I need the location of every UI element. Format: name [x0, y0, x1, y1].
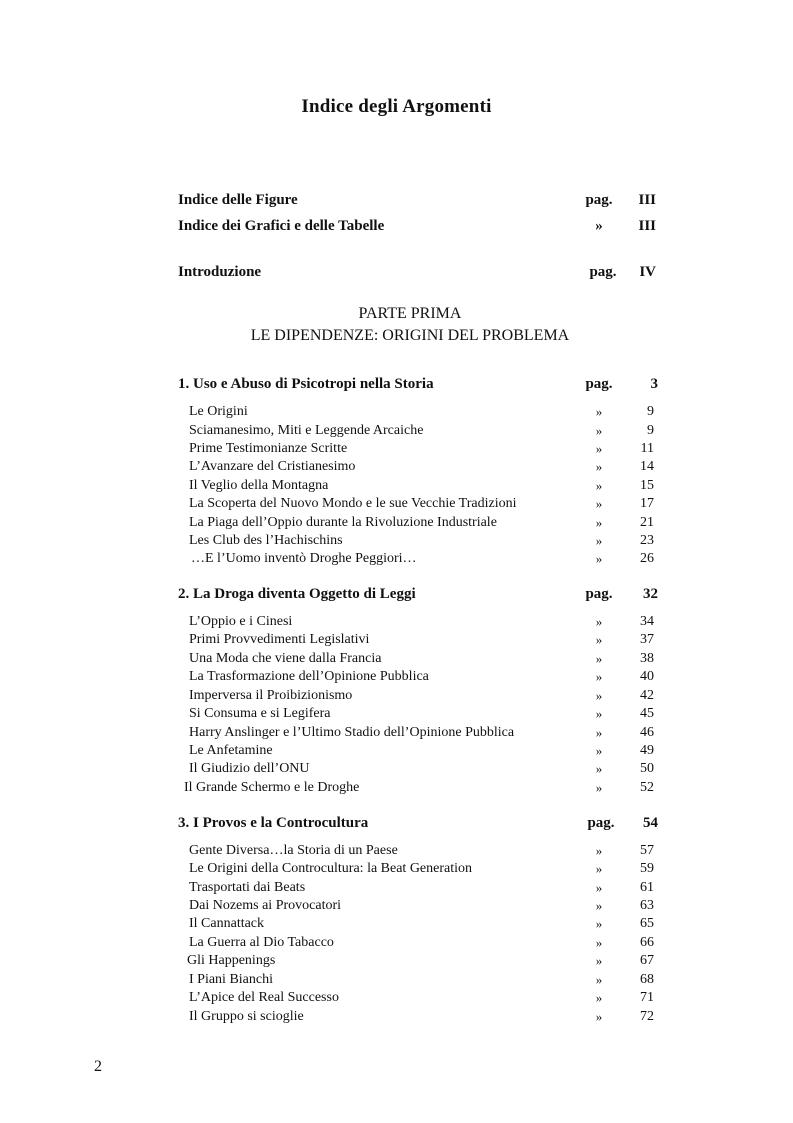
entry-pag: » [595, 218, 603, 234]
section-label: Gli Happenings [187, 953, 276, 968]
section-page-number: 52 [640, 780, 654, 795]
section-page-number: 67 [640, 953, 654, 968]
section-pag: » [595, 743, 603, 758]
section-pag: » [595, 935, 603, 950]
section-page-number: 65 [640, 916, 654, 931]
section-page-number: 34 [640, 614, 654, 629]
section-label: Imperversa il Proibizionismo [189, 688, 353, 703]
section-page-number: 21 [640, 515, 654, 530]
chapter-label: 1. Uso e Abuso di Psicotropi nella Storia [178, 376, 434, 392]
section-page-number: 61 [640, 880, 654, 895]
section-label: Dai Nozems ai Provocatori [189, 898, 342, 913]
entry-label: Indice delle Figure [178, 192, 298, 208]
section-page-number: 38 [640, 651, 654, 666]
section-label: Una Moda che viene dalla Francia [189, 651, 382, 666]
part-heading-line2: LE DIPENDENZE: ORIGINI DEL PROBLEMA [250, 327, 570, 344]
section-pag: » [595, 651, 603, 666]
chapter-pag: pag. [587, 815, 615, 831]
section-page-number: 26 [640, 551, 654, 566]
chapter-pag: pag. [585, 376, 613, 392]
section-label: La Scoperta del Nuovo Mondo e le sue Vecchie Tradizioni [189, 496, 517, 511]
section-label: La Trasformazione dell’Opinione Pubblica [189, 669, 429, 684]
entry-pag: pag. [585, 192, 613, 208]
chapter-page-number: 32 [643, 586, 658, 602]
chapter-page-number: 3 [650, 376, 658, 392]
section-pag: » [595, 972, 603, 987]
chapter-pag: pag. [585, 586, 613, 602]
section-page-number: 23 [640, 533, 654, 548]
section-pag: » [595, 632, 603, 647]
section-label: Les Club des l’Hachischins [189, 533, 343, 548]
section-page-number: 46 [640, 725, 654, 740]
section-page-number: 57 [640, 843, 654, 858]
section-page-number: 72 [640, 1009, 654, 1024]
section-pag: » [595, 441, 603, 456]
section-page-number: 14 [640, 459, 654, 474]
index-title: Indice degli Argomenti [301, 96, 492, 117]
section-page-number: 68 [640, 972, 654, 987]
section-label: Prime Testimonianze Scritte [189, 441, 348, 456]
section-label: Trasportati dai Beats [189, 880, 306, 895]
section-label: I Piani Bianchi [189, 972, 273, 987]
section-pag: » [595, 614, 603, 629]
section-label: La Guerra al Dio Tabacco [189, 935, 334, 950]
section-pag: » [595, 515, 603, 530]
section-label: La Piaga dell’Oppio durante la Rivoluzione Industriale [189, 515, 497, 530]
section-page-number: 17 [640, 496, 654, 511]
section-page-number: 66 [640, 935, 654, 950]
section-label: Il Veglio della Montagna [189, 478, 329, 493]
section-page-number: 9 [647, 404, 654, 419]
section-pag: » [595, 725, 603, 740]
section-pag: » [595, 880, 603, 895]
section-label: Primi Provvedimenti Legislativi [189, 632, 370, 647]
page-number: 2 [94, 1058, 102, 1075]
section-pag: » [595, 496, 603, 511]
section-page-number: 45 [640, 706, 654, 721]
section-label: Gente Diversa…la Storia di un Paese [189, 843, 398, 858]
section-page-number: 42 [640, 688, 654, 703]
section-page-number: 37 [640, 632, 654, 647]
section-pag: » [595, 478, 603, 493]
section-label: Sciamanesimo, Miti e Leggende Arcaiche [189, 423, 424, 438]
section-pag: » [595, 861, 603, 876]
section-pag: » [595, 423, 603, 438]
section-pag: » [595, 404, 603, 419]
section-pag: » [595, 706, 603, 721]
chapter-label: 3. I Provos e la Controcultura [178, 815, 369, 831]
chapter-page-number: 54 [643, 815, 658, 831]
section-label: Il Giudizio dell’ONU [189, 761, 310, 776]
entry-label: Indice dei Grafici e delle Tabelle [178, 218, 385, 234]
section-page-number: 49 [640, 743, 654, 758]
section-pag: » [595, 916, 603, 931]
section-pag: » [595, 533, 603, 548]
section-label: …E l’Uomo inventò Droghe Peggiori… [191, 551, 417, 566]
section-label: Il Gruppo si scioglie [189, 1009, 304, 1024]
section-label: L’Avanzare del Cristianesimo [189, 459, 356, 474]
section-pag: » [595, 780, 603, 795]
section-label: L’Oppio e i Cinesi [189, 614, 293, 629]
section-label: Il Cannattack [189, 916, 265, 931]
section-pag: » [595, 459, 603, 474]
section-label: Le Origini [189, 404, 248, 419]
section-label: Le Origini della Controcultura: la Beat Generation [189, 861, 473, 876]
entry-pag: pag. [589, 264, 617, 280]
chapter-label: 2. La Droga diventa Oggetto di Leggi [178, 586, 416, 602]
section-label: Harry Anslinger e l’Ultimo Stadio dell’Opinione Pubblica [189, 725, 515, 740]
section-page-number: 63 [640, 898, 654, 913]
section-pag: » [595, 953, 603, 968]
section-page-number: 50 [640, 761, 654, 776]
section-label: Le Anfetamine [189, 743, 273, 758]
section-page-number: 15 [640, 478, 654, 493]
section-label: L’Apice del Real Successo [189, 990, 339, 1005]
section-pag: » [595, 843, 603, 858]
section-page-number: 40 [640, 669, 654, 684]
section-page-number: 59 [640, 861, 654, 876]
section-pag: » [595, 669, 603, 684]
section-pag: » [595, 551, 603, 566]
section-page-number: 71 [640, 990, 654, 1005]
entry-page-number: III [638, 192, 656, 208]
section-label: Si Consuma e si Legifera [189, 706, 331, 721]
entry-page-number: IV [639, 264, 656, 280]
section-pag: » [595, 688, 603, 703]
section-pag: » [595, 761, 603, 776]
section-page-number: 11 [640, 441, 654, 456]
section-pag: » [595, 1009, 603, 1024]
section-pag: » [595, 898, 603, 913]
part-heading-line1: PARTE PRIMA [358, 305, 462, 322]
section-pag: » [595, 990, 603, 1005]
entry-label: Introduzione [178, 264, 262, 280]
entry-page-number: III [638, 218, 656, 234]
section-page-number: 9 [647, 423, 654, 438]
section-label: Il Grande Schermo e le Droghe [184, 780, 360, 795]
